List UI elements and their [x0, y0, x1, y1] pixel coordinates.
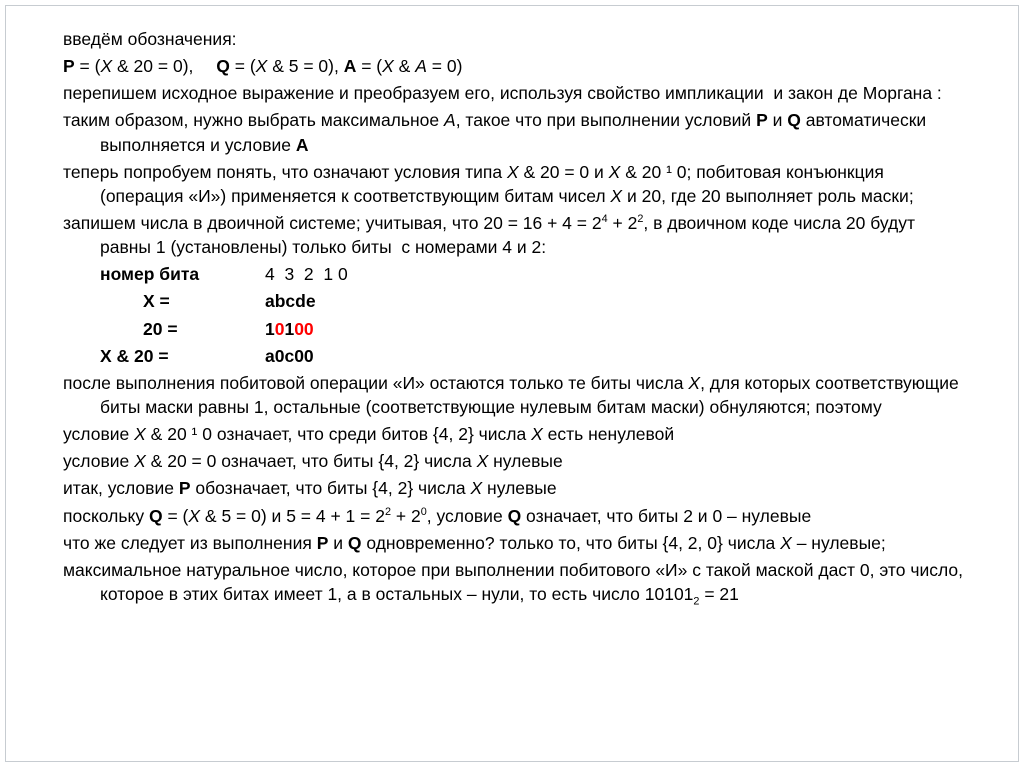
rewrite-expression: [63, 81, 963, 105]
text-segment: 1: [265, 318, 275, 339]
text-segment: Q: [148, 505, 163, 526]
text-segment: нулевые: [482, 478, 557, 499]
understand-conditions: [63, 160, 963, 208]
text-segment: автоматически выполняется и условие: [100, 110, 932, 155]
text-segment: X: [476, 451, 489, 472]
max-number-conclusion: [63, 558, 968, 608]
text-segment: X: [531, 424, 543, 445]
condition-not-equal: [63, 422, 963, 446]
text-segment: 0: [420, 505, 427, 518]
text-segment: максимальное натуральное число, которое при выполнении побитового «И» с такой маской даст 0, это число, которое в этих битах имеет 1, а в остальных – нули, то есть число 10101: [63, 559, 968, 604]
text-segment: & 5 = 0) и 5 = 4 + 1 = 2: [200, 505, 385, 526]
row-label: [100, 317, 265, 341]
row-label: [100, 289, 265, 313]
text-segment: и 20, где 20 выполняет роль маски;: [622, 185, 914, 206]
text-segment: X =: [143, 291, 170, 312]
text-segment: & 20 ¹ 0; побитовая конъюнкция (операция «И») применяется к соответствующим битам чисел: [100, 161, 889, 206]
text-segment: & 20 = 0),: [112, 56, 199, 77]
text-segment: A: [295, 134, 309, 155]
text-segment: A: [343, 56, 357, 77]
text-segment: и: [328, 532, 348, 553]
text-segment: , такое что при выполнении условий: [455, 110, 757, 131]
text-segment: = (: [162, 505, 189, 526]
text-segment: X: [470, 478, 483, 499]
row-label: [100, 262, 265, 286]
text-segment: есть ненулевой: [542, 424, 675, 445]
text-segment: – нулевые;: [791, 532, 886, 553]
text-segment: X: [134, 424, 146, 445]
text-segment: Q: [787, 110, 801, 131]
text-segment: X: [134, 451, 146, 472]
text-segment: &: [393, 56, 416, 77]
text-segment: & 20 = 0 и: [518, 161, 609, 182]
text-segment: Q: [347, 532, 362, 553]
text-segment: P: [178, 478, 191, 499]
text-segment: X & 20 =: [100, 345, 169, 366]
text-segment: X: [255, 56, 268, 77]
binary-representation: [63, 211, 963, 259]
text-segment: 4 3 2 1 0: [265, 264, 348, 285]
text-segment: = 0): [426, 56, 463, 77]
text-segment: & 5 = 0),: [267, 56, 344, 77]
text-segment: X: [608, 161, 621, 182]
text-segment: означает, что биты 2 и 0 – нулевые: [521, 505, 812, 526]
text-segment: X: [188, 505, 201, 526]
intro-line: [63, 27, 963, 51]
text-segment: обозначает, что биты {4, 2} числа: [190, 478, 471, 499]
text-segment: = (: [356, 56, 383, 77]
text-segment: X: [688, 372, 701, 393]
row-bit-numbers: [63, 262, 963, 286]
row-label: [100, 344, 265, 368]
text-segment: = (: [229, 56, 256, 77]
text-segment: теперь попробуем понять, что означают условия типа: [63, 161, 507, 182]
text-segment: P: [316, 532, 329, 553]
text-segment: условие: [63, 424, 135, 445]
text-segment: + 2: [391, 505, 421, 526]
text-segment: запишем числа в двоичной системе; учитывая, что 20 = 16 + 4 = 2: [63, 212, 602, 233]
definitions-line: [63, 54, 963, 78]
text-segment: 4: [601, 213, 608, 226]
text-segment: введём обозначения:: [63, 29, 237, 49]
text-segment: 2: [637, 213, 644, 226]
text-segment: и: [767, 110, 788, 131]
text-segment: одновременно? только то, что биты {4, 2, 0} числа: [361, 532, 781, 553]
text-segment: X: [382, 56, 394, 77]
text-segment: X: [506, 161, 519, 182]
after-and-operation: [63, 371, 963, 419]
text-segment: Q: [507, 505, 522, 526]
text-segment: X: [100, 56, 113, 77]
text-segment: abcde: [265, 291, 316, 312]
text-segment: & 20 ¹ 0 означает, что среди битов {4, 2} числа: [145, 424, 532, 445]
text-segment: 0: [274, 318, 285, 339]
text-segment: поскольку: [63, 505, 149, 526]
text-segment: = (: [74, 56, 101, 77]
text-segment: X: [610, 185, 623, 206]
text-segment: X: [780, 532, 792, 553]
text-segment: таким образом, нужно выбрать максимальное: [63, 110, 444, 131]
text-segment: 20 =: [143, 318, 178, 339]
text-segment: условие: [63, 451, 135, 472]
text-segment: 1: [284, 318, 295, 339]
text-segment: , в двоичном коде числа 20 будут равны 1 (установлены) только биты с номерами 4 и 2:: [100, 212, 920, 258]
text-segment: что же следует из выполнения: [63, 532, 317, 553]
row-x-and-20: [63, 344, 963, 368]
row-x: [63, 289, 963, 313]
text-segment: a0c00: [265, 345, 314, 366]
text-segment: после выполнения побитовой операции «И» остаются только те биты числа: [63, 372, 689, 393]
choose-max-a: [63, 108, 963, 156]
condition-equal: [63, 449, 963, 473]
text-segment: + 2: [607, 212, 638, 233]
text-segment: & 20 = 0 означает, что биты {4, 2} числа: [145, 451, 477, 472]
text-segment: перепишем исходное выражение и преобразуем его, используя свойство импликации и закон де Моргана :: [63, 83, 942, 104]
text-segment: , для которых соответствующие биты маски равны 1, остальные (соответствующие нулевым битам маски) обнуляются; поэтому: [100, 372, 964, 417]
text-segment: 2: [384, 505, 391, 518]
text-segment: номер бита: [100, 264, 200, 285]
text-segment: , условие: [426, 505, 508, 526]
text-segment: А: [444, 110, 456, 131]
text-segment: = 21: [699, 583, 739, 604]
text-segment: итак, условие: [63, 478, 179, 499]
p-and-q-together: [63, 531, 963, 555]
text-segment: Q: [216, 56, 230, 77]
condition-p: [63, 476, 963, 500]
text-segment: 00: [294, 318, 314, 339]
slide-content: [63, 27, 968, 609]
text-segment: нулевые: [488, 451, 563, 472]
text-segment: A: [415, 56, 427, 77]
text-segment: 2: [693, 595, 700, 608]
row-20: [63, 317, 963, 341]
text-segment: P: [63, 56, 75, 77]
text-segment: P: [756, 110, 768, 131]
condition-q: [63, 504, 963, 528]
